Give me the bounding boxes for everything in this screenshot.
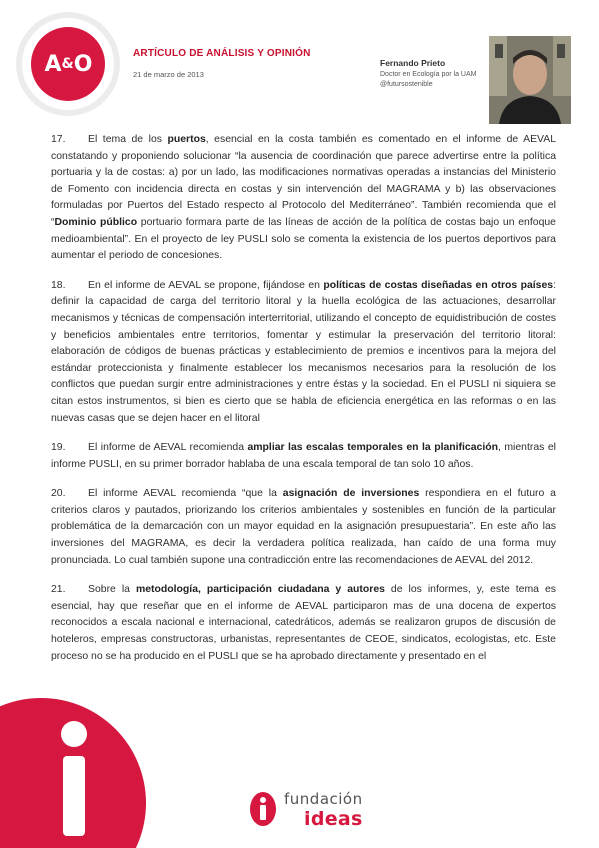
ao-logo bbox=[22, 18, 114, 110]
paragraph-number: 20. bbox=[51, 488, 66, 500]
article-date: 21 de marzo de 2013 bbox=[133, 70, 204, 79]
author-handle: @futursostenible bbox=[380, 81, 433, 88]
paragraph-text: : definir la capacidad de carga del territorio litoral y la huella ecológica de las actuaciones, desarrollar mecanismos y técnicas de compensación interterritorial, utilizando el concepto de equidistribución de costes y beneficios ambientales entre territorios, fomentar y estimular la preservación del territorio litoral: elaboración de códigos de buenas prácticas y establecimiento de premios e incentivos para la mejora del estándar proteccionista y finalmente establecer los mecanismos necesarios para la resolución de los conflictos que puedan surgir entre administraciones y entre éstas y la sociedad. En el PUSLI ni siquiera se citan estos instrumentos, si bien es cierto que se habla de eficiencia energética en las reformas o en las nuevas casas que se dejen hacer en el litoral bbox=[51, 279, 556, 424]
paragraph-bold-text: metodología, participación ciudadana y autores bbox=[135, 584, 385, 596]
paragraph-bold-text: ampliar las escalas temporales en la planificación bbox=[247, 442, 498, 454]
paragraph-number: 18. bbox=[51, 279, 66, 291]
paragraph-20 bbox=[51, 486, 556, 569]
paragraph-text: , esencial en la costa también es comentado en el informe de AEVAL constatando y proponiendo solucionar “la ausencia de coordinación que parece advertirse entre la política portuaria y la de costas: a) por un lado, las modificaciones normativas operadas a instancias del Ministerio de Fomento con incidencia directa en costas y sin intervención del MAGRAMA y b) las observaciones formuladas por Puertos del Estado respecto al Protocolo del Mediterráneo”. También recomienda que el “ bbox=[51, 134, 556, 228]
paragraph-text: En el informe de AEVAL se propone, fijándose en bbox=[88, 279, 324, 291]
article-body bbox=[51, 132, 556, 678]
brand-name-line1: fundación bbox=[284, 790, 363, 808]
paragraph-text: portuario formara parte de las líneas de acción de la política de costas bajo un enfoque medioambiental”. En el proyecto de ley PUSLI solo se comenta la existencia de los puertos deportivos para aumentar el periodo de concesiones. bbox=[51, 216, 556, 262]
paragraph-number: 17. bbox=[51, 134, 66, 145]
paragraph-18 bbox=[51, 278, 556, 427]
ao-logo-icon bbox=[31, 27, 105, 101]
paragraph-text: de los informes, y, este tema es esencial, hay que reseñar que en el informe de AEVAL participaron mas de una docena de expertos reconocidos a escala nacional e internacional, catedráticos, además se realizaron grupos de discusión de hoteleros, empresas constructoras, urbanistas, representantes de CEOE, sindicatos, ecologistas, etc. Este proceso no se ha producido en el PUSLI que se ha aprobado directamente y presentado en el bbox=[51, 584, 556, 662]
logo-ampersand: & bbox=[61, 56, 73, 72]
author-name: Fernando Prieto bbox=[380, 58, 446, 68]
paragraph-text: Sobre la bbox=[88, 584, 136, 596]
logo-letter-a: A bbox=[44, 51, 61, 77]
brand-name-line2: ideas bbox=[304, 808, 363, 830]
paragraph-21 bbox=[51, 582, 556, 665]
paragraph-bold-text: asignación de inversiones bbox=[282, 488, 420, 500]
paragraph-text: El informe AEVAL recomienda “que la bbox=[88, 488, 283, 500]
author-photo-icon bbox=[489, 36, 571, 124]
paragraph-bold-text: puertos bbox=[167, 134, 206, 145]
paragraph-number: 19. bbox=[51, 442, 66, 454]
paragraph-text: El informe de AEVAL recomienda bbox=[88, 442, 248, 454]
author-photo bbox=[489, 36, 571, 124]
paragraph-number: 21. bbox=[51, 584, 66, 596]
corner-i-stem-icon bbox=[63, 756, 85, 836]
author-role: Doctor en Ecología por la UAM bbox=[380, 71, 477, 78]
brand-i-icon bbox=[250, 792, 276, 826]
paragraph-19 bbox=[51, 440, 556, 473]
paragraph-17 bbox=[51, 132, 556, 265]
paragraph-bold-text: políticas de costas diseñadas en otros países bbox=[323, 279, 554, 291]
paragraph-bold-text: Dominio público bbox=[54, 216, 138, 228]
paragraph-text: respondiera en el futuro a criterios claros y pautados, priorizando los criterios ambientales y sostenibles en función de la particular problemática de la demarcación con un mayor equidad en la asignación presupuestaria”. En este año las inversiones del MAGRAMA, es decir la verdadera política realizada, han caído de una forma muy pronunciada. Lo cual también supone una contradicción entre las recomendaciones de AEVAL del 2012. bbox=[51, 488, 556, 566]
corner-i-dot-icon bbox=[61, 721, 87, 747]
paragraph-text: , mientras el informe PUSLI, en su primer borrador hablaba de una escala temporal de tan solo 10 años. bbox=[51, 442, 556, 470]
logo-letter-o: O bbox=[73, 51, 92, 77]
corner-decoration bbox=[0, 680, 150, 848]
article-kind: ARTÍCULO DE ANÁLISIS Y OPINIÓN bbox=[133, 48, 311, 59]
paragraph-text: El tema de los bbox=[88, 134, 168, 145]
fundacion-ideas-logo bbox=[250, 788, 390, 832]
